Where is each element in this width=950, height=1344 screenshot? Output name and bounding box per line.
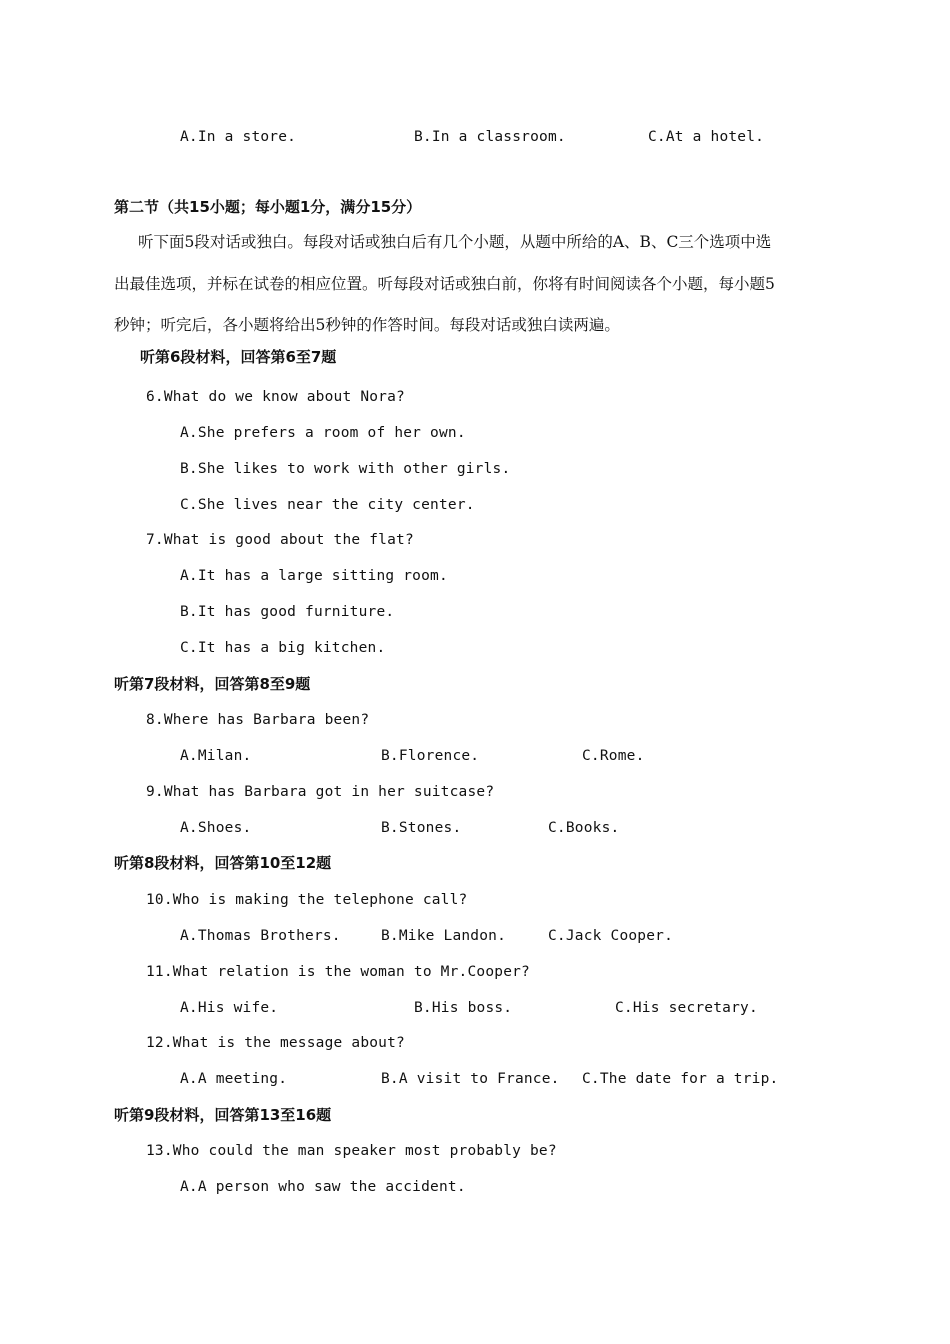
instructions-line-1: 听下面5段对话或独白。每段对话或独白后有几个小题，从题中所给的A、B、C三个选项中选 xyxy=(138,233,772,251)
q11-option-c: C.His secretary. xyxy=(615,1000,758,1016)
q10-option-c: C.Jack Cooper. xyxy=(548,928,674,944)
q12-option-c: C.The date for a trip. xyxy=(582,1071,779,1087)
group-heading-8: 听第8段材料，回答第10至12题 xyxy=(114,854,332,872)
question-stem-6: 6.What do we know about Nora? xyxy=(146,389,405,405)
q7-option-b: B.It has good furniture. xyxy=(180,604,395,620)
question-stem-12: 12.What is the message about? xyxy=(146,1035,405,1051)
q11-option-a: A.His wife. xyxy=(180,1000,279,1016)
q7-option-c: C.It has a big kitchen. xyxy=(180,640,386,656)
instructions-line-2: 出最佳选项，并标在试卷的相应位置。听每段对话或独白前，你将有时间阅读各个小题，每小题5 xyxy=(114,275,775,293)
q6-option-a: A.She prefers a room of her own. xyxy=(180,425,466,441)
q8-option-c: C.Rome. xyxy=(582,748,645,764)
q6-option-c: C.She lives near the city center. xyxy=(180,497,475,513)
q13-option-a: A.A person who saw the accident. xyxy=(180,1179,466,1195)
q5-option-b: B.In a classroom. xyxy=(414,129,566,145)
question-stem-8: 8.Where has Barbara been? xyxy=(146,712,370,728)
q11-option-b: B.His boss. xyxy=(414,1000,513,1016)
q12-option-a: A.A meeting. xyxy=(180,1071,288,1087)
question-stem-7: 7.What is good about the flat? xyxy=(146,532,414,548)
q9-option-c: C.Books. xyxy=(548,820,620,836)
question-stem-13: 13.Who could the man speaker most probably be? xyxy=(146,1143,557,1159)
q5-option-c: C.At a hotel. xyxy=(648,129,765,145)
q8-option-b: B.Florence. xyxy=(381,748,480,764)
q8-option-a: A.Milan. xyxy=(180,748,252,764)
question-stem-10: 10.Who is making the telephone call? xyxy=(146,892,468,908)
q6-option-b: B.She likes to work with other girls. xyxy=(180,461,511,477)
group-heading-6: 听第6段材料，回答第6至7题 xyxy=(140,348,337,366)
q12-option-b: B.A visit to France. xyxy=(381,1071,560,1087)
q9-option-b: B.Stones. xyxy=(381,820,462,836)
question-stem-9: 9.What has Barbara got in her suitcase? xyxy=(146,784,495,800)
q5-option-a: A.In a store. xyxy=(180,129,297,145)
q10-option-b: B.Mike Landon. xyxy=(381,928,507,944)
instructions-line-3: 秒钟；听完后，各小题将给出5秒钟的作答时间。每段对话或独白读两遍。 xyxy=(114,316,620,334)
group-heading-7: 听第7段材料，回答第8至9题 xyxy=(114,675,311,693)
q9-option-a: A.Shoes. xyxy=(180,820,252,836)
question-stem-11: 11.What relation is the woman to Mr.Cooper? xyxy=(146,964,530,980)
q10-option-a: A.Thomas Brothers. xyxy=(180,928,341,944)
section-heading: 第二节（共15小题；每小题1分，满分15分） xyxy=(114,198,422,216)
group-heading-9: 听第9段材料，回答第13至16题 xyxy=(114,1106,332,1124)
q7-option-a: A.It has a large sitting room. xyxy=(180,568,448,584)
